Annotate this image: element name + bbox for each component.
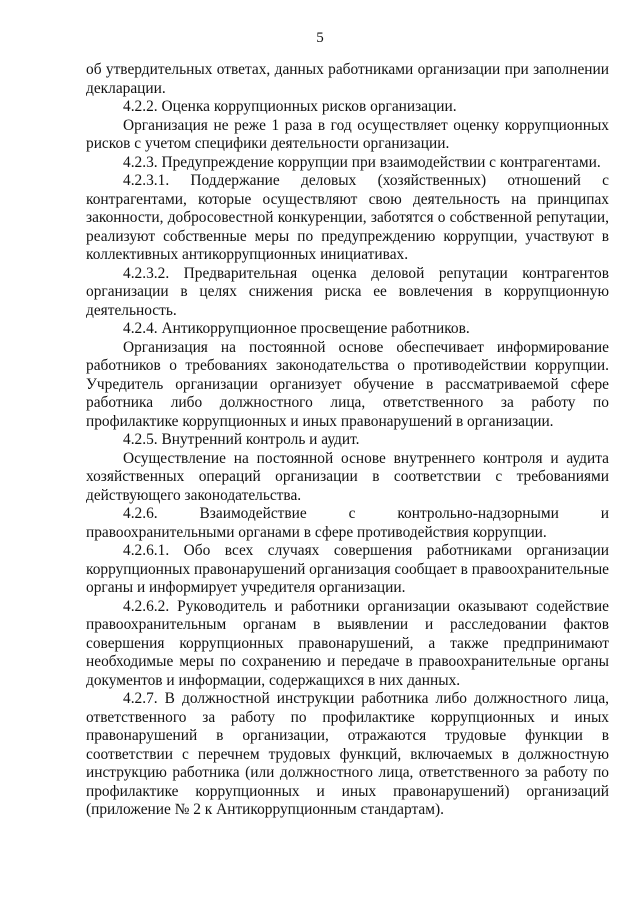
paragraph-4-2-6-2: 4.2.6.2. Руководитель и работники организации оказывают содействие правоохранительным органам в выявлении и расследовании фактов совершения коррупционных правонарушений, а также предпринимают необходимые меры по сохранению и передаче в правоохранительные органы документов и информации, содержащихся в них данных. [86,597,609,689]
paragraph-4-2-3: 4.2.3. Предупреждение коррупции при взаимодействии с контрагентами. [123,153,601,171]
paragraph-education: Организация на постоянной основе обеспечивает информирование работников о требованиях законодательства о противодействии коррупции. Учредитель организации организует обучение в рассматриваемой сфере работника либо должностного лица, ответственного за работу по профилактике коррупционных и иных правонарушений в организации. [86,338,609,430]
paragraph-4-2-6: 4.2.6. Взаимодействие с контрольно-надзорными и правоохранительными органами в сфере противодействия коррупции. [86,505,609,541]
paragraph-4-2-4: 4.2.4. Антикоррупционное просвещение работников. [123,320,470,337]
paragraph-4-2-2: 4.2.2. Оценка коррупционных рисков организации. [123,98,457,115]
paragraph-risk-assessment: Организация не реже 1 раза в год осуществляет оценку коррупционных рисков с учетом специфики деятельности организации. [86,116,609,152]
paragraph-4-2-7: 4.2.7. В должностной инструкции работника либо должностного лица, ответственного за работу по профилактике коррупционных и иных правонарушений в организации, отражаются трудовые функции в соответствии с перечнем трудовых функций, включаемых в должностную инструкцию работника (или должностного лица, ответственного за работу по профилактике коррупционных и иных правонарушений) организаций (приложение № 2 к Антикоррупционным стандартам). [86,690,609,818]
document-body [86,61,609,820]
paragraph-4-2-5: 4.2.5. Внутренний контроль и аудит. [123,431,360,448]
paragraph-continuation: об утвердительных ответах, данных работниками организации при заполнении декларации. [86,61,609,97]
page-number: 5 [316,30,324,46]
paragraph-4-2-3-1: 4.2.3.1. Поддержание деловых (хозяйственных) отношений с контрагентами, которые осуществляют свою деятельность на принципах законности, добросовестной конкуренции, заботятся о собственной репутации, реализуют собственные меры по предупреждению коррупции, участвуют в коллективных антикоррупционных инициативах. [86,172,609,263]
paragraph-4-2-6-1: 4.2.6.1. Обо всех случаях совершения работниками организации коррупционных правонарушений организация сообщает в правоохранительные органы и информирует учредителя организации. [86,542,610,596]
paragraph-internal-control: Осуществление на постоянной основе внутреннего контроля и аудита хозяйственных операций организации в соответствии с требованиями действующего законодательства. [86,449,609,504]
paragraph-4-2-3-2: 4.2.3.2. Предварительная оценка деловой репутации контрагентов организации в целях снижения риска ее вовлечения в коррупционную деятельность. [86,264,609,319]
